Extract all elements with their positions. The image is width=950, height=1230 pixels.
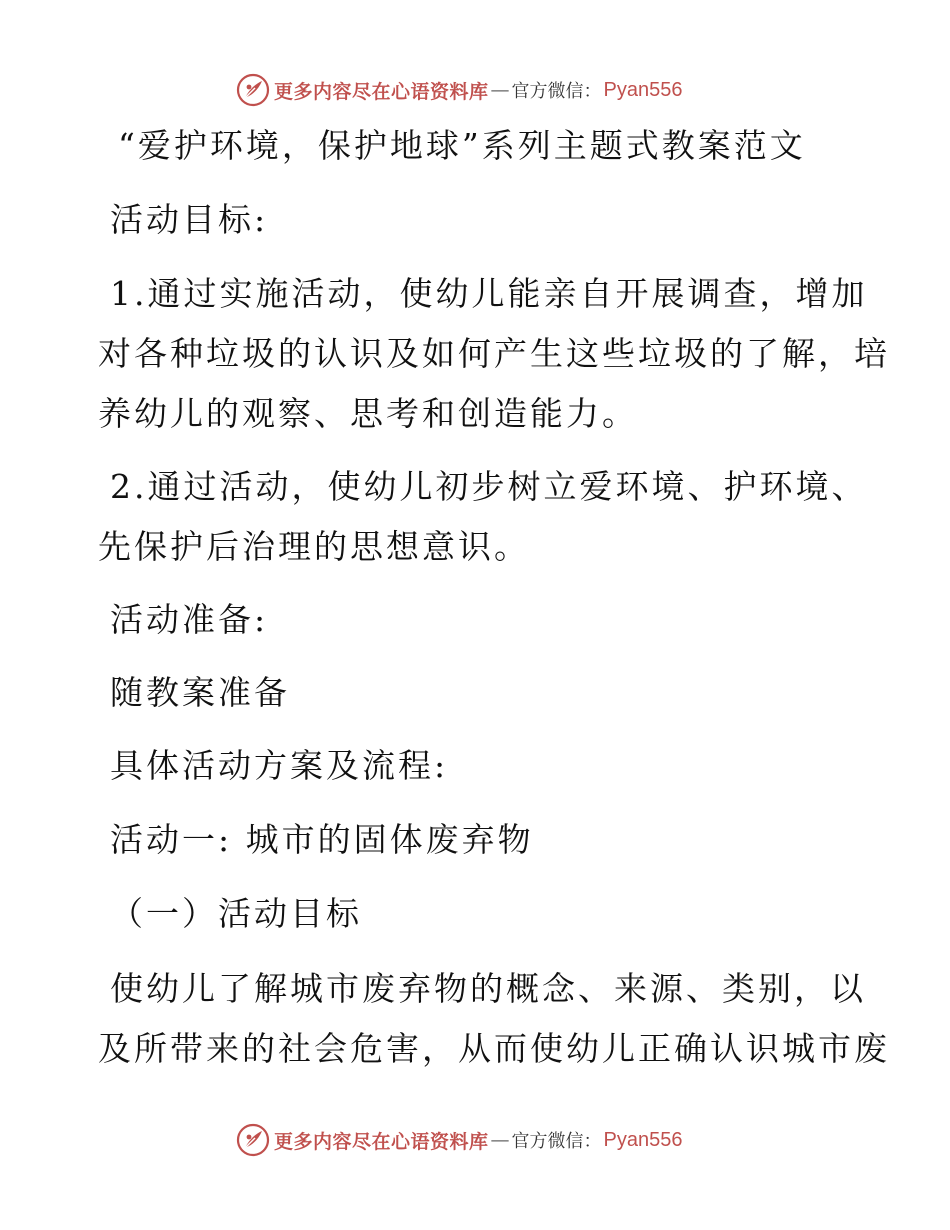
- watermark-separator: —: [490, 79, 510, 101]
- subsection-heading: （一）活动目标: [110, 894, 362, 933]
- paragraph-line: 对各种垃圾的认识及如何产生这些垃圾的了解，培: [98, 334, 890, 373]
- watermark-banner-bottom: [236, 1122, 682, 1158]
- paragraph-line: 养幼儿的观察、思考和创造能力。: [98, 394, 638, 433]
- section-heading-preparation: 活动准备:: [110, 600, 269, 639]
- section-heading-plan: 具体活动方案及流程:: [110, 746, 449, 785]
- watermark-brand: 更多内容尽在心语资料库: [274, 80, 489, 103]
- activity-heading: 活动一: 城市的固体废弃物: [110, 820, 534, 859]
- watermark-wechat-id: Pyan556: [603, 1128, 683, 1151]
- watermark-wechat-label: 官方微信：: [511, 81, 602, 102]
- watermark-separator: —: [490, 1129, 510, 1151]
- paragraph-line: 使幼儿了解城市废弃物的概念、来源、类别，以: [110, 969, 866, 1008]
- watermark-banner-top: [236, 72, 682, 108]
- document-title: “爱护环境，保护地球”系列主题式教案范文: [118, 126, 806, 165]
- paragraph-line: 及所带来的社会危害，从而使幼儿正确认识城市废: [98, 1029, 890, 1068]
- paragraph-line: 先保护后治理的思想意识。: [98, 527, 530, 566]
- paragraph-line: 随教案准备: [110, 673, 290, 712]
- watermark-brand: 更多内容尽在心语资料库: [274, 1130, 489, 1153]
- feather-pen-logo-icon: [236, 73, 270, 107]
- section-heading-goals: 活动目标:: [110, 200, 269, 239]
- feather-pen-logo-icon: [236, 1123, 270, 1157]
- watermark-wechat-id: Pyan556: [603, 78, 683, 101]
- paragraph-line: 1.通过实施活动，使幼儿能亲自开展调查，增加: [110, 274, 868, 313]
- watermark-wechat-label: 官方微信：: [511, 1131, 602, 1152]
- paragraph-line: 2.通过活动，使幼儿初步树立爱环境、护环境、: [110, 467, 868, 506]
